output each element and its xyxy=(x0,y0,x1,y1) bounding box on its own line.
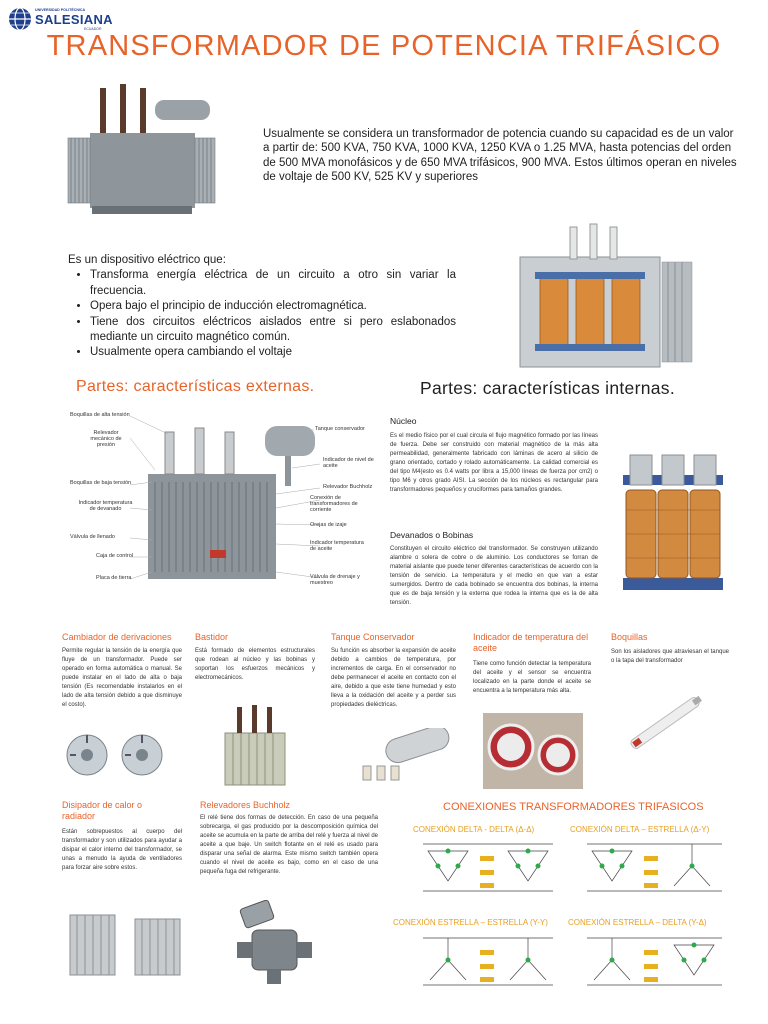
page-title: TRANSFORMADOR DE POTENCIA TRIFÁSICO xyxy=(46,30,722,62)
label-nivel-aceite: Indicador de nivel de aceite xyxy=(323,457,374,469)
cambiador-image xyxy=(62,723,172,788)
tanque-title: Tanque Conservador xyxy=(331,632,415,642)
buchholz-image xyxy=(232,900,322,990)
university-logo: UNIVERSIDAD POLITÉCNICA SALESIANA ECUADOR xyxy=(8,6,112,32)
conexion-delta-estrella-label: CONEXIÓN DELTA – ESTRELLA (Δ-Y) xyxy=(570,825,710,834)
nucleo-text: Es el medio físico por el cual circula el flujo magnético formado por las líneas de fuerza. Debe ser construido con material magnético de la más alta permeabilidad, generalmente fabricado con láminas de acero al silicio de grano orientado, cortado y rolado automáticamente. La calidad comercial es del tipo M4(esto es 0.4 watts por libra a 15,000 líneas de fuerza por cm2) o tipo M6 y otros grado AISI. La sección de los núcleos es rectangular para transformadores pequeños y cruciformes para tamaños grandes. xyxy=(390,433,598,493)
label-boquillas-baja: Boquillas de baja tensión xyxy=(70,480,132,486)
device-bullet: • Transforma energía eléctrica de un circuito a otro sin variar la frecuencia. xyxy=(90,268,456,299)
conexion-delta-delta-label: CONEXIÓN DELTA - DELTA (Δ-Δ) xyxy=(413,825,535,834)
external-parts-diagram xyxy=(70,412,380,597)
label-caja-control: Caja de control xyxy=(96,553,133,559)
tanque-text: Su función es absorber la expansión de aceite debido a cambios de temperatura, por incrementos de carga. En el conservador no debe permanecer el aceite en contacto con el aire, debido a que este tiene humedad y esto lleva a la oxidación del aceite y a perder sus propiedades dieléctricas. xyxy=(331,648,456,708)
radiador-image xyxy=(65,905,185,980)
device-bullet: • Usualmente opera cambiando el voltaje xyxy=(90,345,456,360)
tanque-image xyxy=(355,728,455,788)
indicador-image xyxy=(483,713,583,789)
internas-heading: Partes: características internas. xyxy=(420,378,675,398)
buchholz-title: Relevadores Buchholz xyxy=(200,800,291,810)
indicador-text: Tiene como función detectar la temperatura del aceite y el sensor se encuentra localizado en la parte donde el aceite se encuentra a la temperatura más alta. xyxy=(473,661,591,694)
globe-icon xyxy=(8,7,32,31)
conexion-estrella-delta-label: CONEXIÓN ESTRELLA – DELTA (Y-Δ) xyxy=(568,918,707,927)
label-conexion-corriente: Conexión de transformadores de corriente xyxy=(310,495,358,513)
conexion-estrella-estrella-label: CONEXIÓN ESTRELLA – ESTRELLA (Y-Y) xyxy=(393,918,548,927)
boquillas-text: Son los aisladores que atraviesan el tanque o la tapa del transformador xyxy=(611,649,729,664)
devanados-title: Devanados o Bobinas xyxy=(390,530,474,540)
label-indicador-devanado: Indicador temperatura de devanado xyxy=(78,500,133,512)
disipador-text: Están sobrepuestos al cuerpo del transformador y son utilizados para ayudar a disipar el calor interno del transformador, se unas a menudo la ayuda de ventiladores para forzar aire sobre estos. xyxy=(62,829,182,871)
core-coils-image xyxy=(618,450,728,600)
cambiador-text: Permite regular la tensión de la energía que fluye de un transformador. Puede ser operado en forma automática o manual. Se puede instalar en el lado de alta o baja tensión (Es recomendable instalarlos en el lado de alta tensión debido a que disminuye el costo). xyxy=(62,648,182,708)
label-tanque-conservador: Tanque conservador xyxy=(315,426,365,432)
label-temperatura-aceite: Indicador temperatura de aceite xyxy=(310,540,364,552)
externas-heading: Partes: características externas. xyxy=(76,378,315,395)
boquillas-title: Boquillas xyxy=(611,632,648,642)
label-valvula-drenaje: Válvula de drenaje y muestreo xyxy=(310,574,360,586)
buchholz-text: El relé tiene dos formas de detección. En caso de una pequeña sobrecarga, el gas producido por la descomposición química del aceite se acumula en la parte de arriba del relé y fuerza al nivel de aceite a que baje. Un switch flotante en el relé es usado para disparar una señal de alarma. Este mismo switch también opera cuando el nivel de aceite es bajo, como en el caso de una pequeña fuga del refrigerante. xyxy=(200,815,378,875)
device-bullet: • Opera bajo el principio de inducción electromagnética. xyxy=(90,299,456,314)
transformer-cutaway-image xyxy=(510,222,700,372)
bastidor-text: Está formado de elementos estructurales que rodean al núcleo y las bobinas y soportan los esfuerzos mecánicos y electromecánicos. xyxy=(195,648,315,681)
nucleo-title: Núcleo xyxy=(390,416,417,426)
cambiador-title: Cambiador de derivaciones xyxy=(62,632,172,642)
label-relevador-presion: Relevador mecánico de presión xyxy=(90,430,122,448)
conexiones-title: CONEXIONES TRANSFORMADORES TRIFASICOS xyxy=(443,801,704,813)
device-heading: Es un dispositivo eléctrico que: xyxy=(68,254,226,266)
boquilla-image xyxy=(615,688,715,758)
device-bullet: • Tiene dos circuitos eléctricos aislados entre si pero eslabonados mediante un circuito magnético común. xyxy=(90,315,456,346)
diagram-estrella-estrella xyxy=(418,930,558,992)
diagram-estrella-delta xyxy=(582,930,727,992)
bastidor-image xyxy=(215,703,295,791)
intro-paragraph: Usualmente se considera un transformador de potencia cuando su capacidad es de un valor a partir de: 500 KVA, 750 KVA, 1000 KVA, 1250 KVA o 1.25 MVA, hasta potencias del orden de 500 MVA monofásicos y de 650 MVA trifásicos, 900 MVA. Estos últimos operan en niveles de voltaje de 500 KV, 525 KV y superiores xyxy=(263,128,737,184)
device-description xyxy=(68,253,456,361)
bastidor-title: Bastidor xyxy=(195,632,229,642)
diagram-delta-delta xyxy=(418,836,558,898)
label-boquillas-alta: Boquillas de alta tensión xyxy=(70,412,130,418)
indicador-title: Indicador de temperatura del aceite xyxy=(473,632,589,653)
label-orejas-izaje: Orejas de izaje xyxy=(310,522,347,528)
disipador-title: Disipador de calor o radiador xyxy=(62,800,143,821)
label-valvula-llenado: Válvula de llenado xyxy=(70,534,115,540)
label-buchholz: Relevador Buchholz xyxy=(323,484,373,490)
devanados-text: Constituyen el circuito eléctrico del transformador. Se construyen utilizando alambre o solera de cobre o de aluminio. Los conductores se forran de material aislante que puede tener diferentes características de acuerdo con la tensión de servicio. La temperatura y el medio en que van a estar sumergidos. Dentro de cada bobinado se encuentra dos bobinas, la interna que es de baja tensión y la externa que rodea la interna que es la de alta tensión. xyxy=(390,546,598,606)
transformer-photo xyxy=(60,78,220,228)
label-placa-tierra: Placa de tierra xyxy=(96,575,132,581)
diagram-delta-estrella xyxy=(582,836,727,898)
